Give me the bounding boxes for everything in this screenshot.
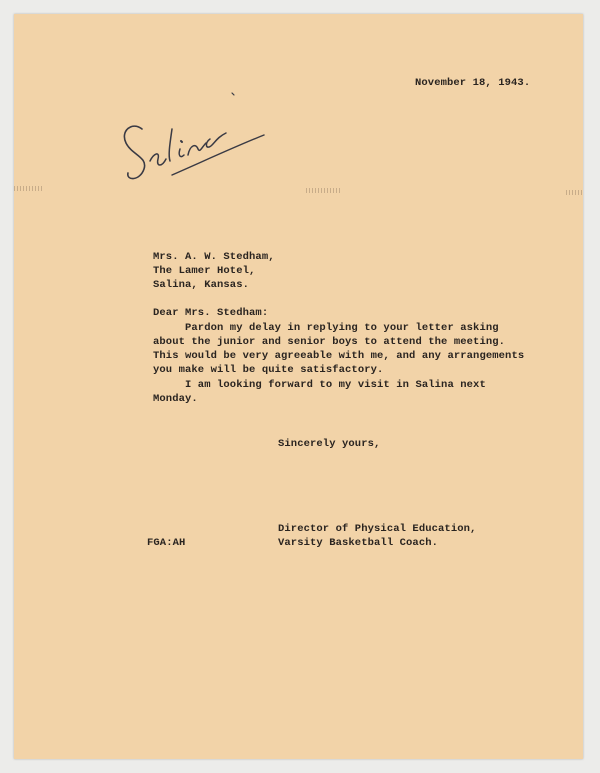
closing: Sincerely yours,	[278, 438, 381, 450]
recipient-hotel: The Lamer Hotel,	[153, 265, 256, 277]
signature-title-line: Director of Physical Education,	[278, 523, 477, 535]
body-line: you make will be quite satisfactory.	[153, 364, 384, 376]
body-line: about the junior and senior boys to attend the meeting.	[153, 336, 506, 348]
recipient-name: Mrs. A. W. Stedham,	[153, 251, 275, 263]
body-line: Pardon my delay in replying to your letter asking	[153, 322, 499, 334]
body-line: Monday.	[153, 393, 198, 405]
letter-date: November 18, 1943.	[415, 77, 531, 89]
letter-page	[14, 14, 583, 759]
body-line: I am looking forward to my visit in Salina next	[153, 379, 486, 391]
salutation: Dear Mrs. Stedham:	[153, 307, 269, 319]
fold-mark-left	[14, 186, 42, 191]
signature-title-line: Varsity Basketball Coach.	[278, 537, 439, 549]
fold-mark-right	[566, 190, 583, 195]
typist-initials: FGA:AH	[147, 537, 186, 549]
recipient-city: Salina, Kansas.	[153, 279, 250, 291]
handwritten-annotation	[114, 69, 294, 199]
body-line: This would be very agreeable with me, and any arrangements	[153, 350, 525, 362]
fold-mark-center	[306, 188, 340, 193]
